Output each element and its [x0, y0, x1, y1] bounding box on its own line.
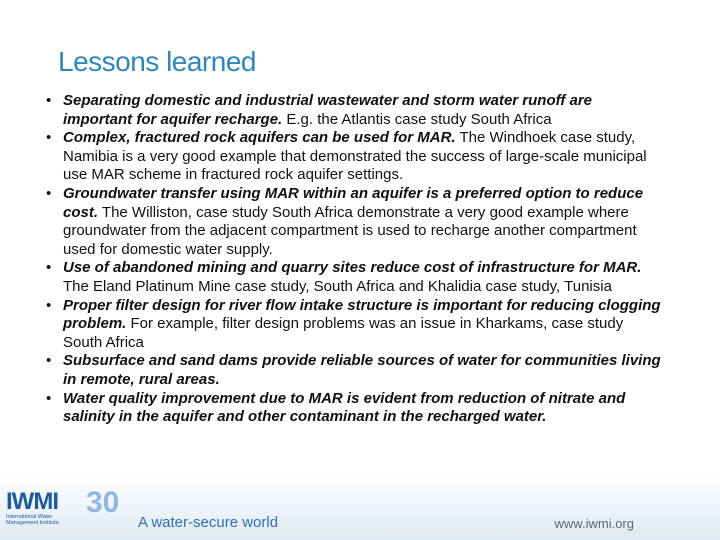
bullet-list	[44, 92, 664, 427]
bullet-emphasis: Use of abandoned mining and quarry sites reduce cost of infrastructure for MAR.	[63, 259, 642, 277]
logo-anniversary-mark: 30	[86, 486, 120, 519]
tagline: A water-secure world	[138, 514, 279, 531]
bullet-icon: •	[46, 184, 52, 202]
bullet-icon: •	[46, 92, 52, 109]
list-item	[44, 390, 664, 427]
list-item	[44, 352, 664, 389]
list-item	[44, 297, 664, 353]
bullet-icon: •	[46, 296, 52, 314]
slide-title: Lessons learned	[58, 46, 256, 77]
bullet-icon: •	[46, 259, 52, 277]
bullet-icon: •	[46, 352, 52, 370]
list-item	[44, 92, 664, 129]
iwmi-logo	[6, 488, 124, 536]
logo-subtitle: International Water Management Institute	[6, 514, 59, 526]
bullet-text: The Eland Platinum Mine case study, South Africa and Khalidia case study, Tunisia	[63, 277, 612, 295]
list-item	[44, 129, 664, 185]
bullet-emphasis: Groundwater transfer using MAR within an aquifer is a preferred option to reduce cost.	[63, 184, 644, 221]
bullet-text: The Williston, case study South Africa demonstrate a very good example where groundwater from the adjacent compartment is used to recharge another compartment used for domestic water supply.	[63, 203, 637, 258]
bullet-emphasis: Water quality improvement due to MAR is evident from reduction of nitrate and salinity in the aquifer and other contaminant in the recharged water.	[63, 389, 626, 426]
bullet-emphasis: Subsurface and sand dams provide reliable sources of water for communities living in remote, rural areas.	[63, 352, 661, 388]
website-link[interactable]: www.iwmi.org	[554, 516, 634, 531]
bullet-emphasis: Separating domestic and industrial wastewater and storm water runoff are important for aquifer recharge.	[63, 92, 593, 128]
bullet-icon: •	[46, 389, 52, 407]
bullet-emphasis: Complex, fractured rock aquifers can be used for MAR.	[63, 129, 456, 147]
list-item	[44, 259, 664, 296]
bullet-text: E.g. the Atlantis case study South Africa	[282, 110, 552, 128]
logo-wordmark: IWMI	[6, 488, 58, 515]
bullet-text: The Windhoek case study, Namibia is a very good example that demonstrated the success of large-scale municipal use MAR scheme in fractured rock aquifer settings.	[63, 129, 647, 184]
list-item	[44, 185, 664, 259]
bullet-emphasis: Proper filter design for river flow intake structure is important for reducing clogging problem.	[63, 296, 661, 333]
bullet-icon: •	[46, 129, 52, 147]
bullet-text: For example, filter design problems was an issue in Kharkams, case study South Africa	[63, 315, 624, 351]
